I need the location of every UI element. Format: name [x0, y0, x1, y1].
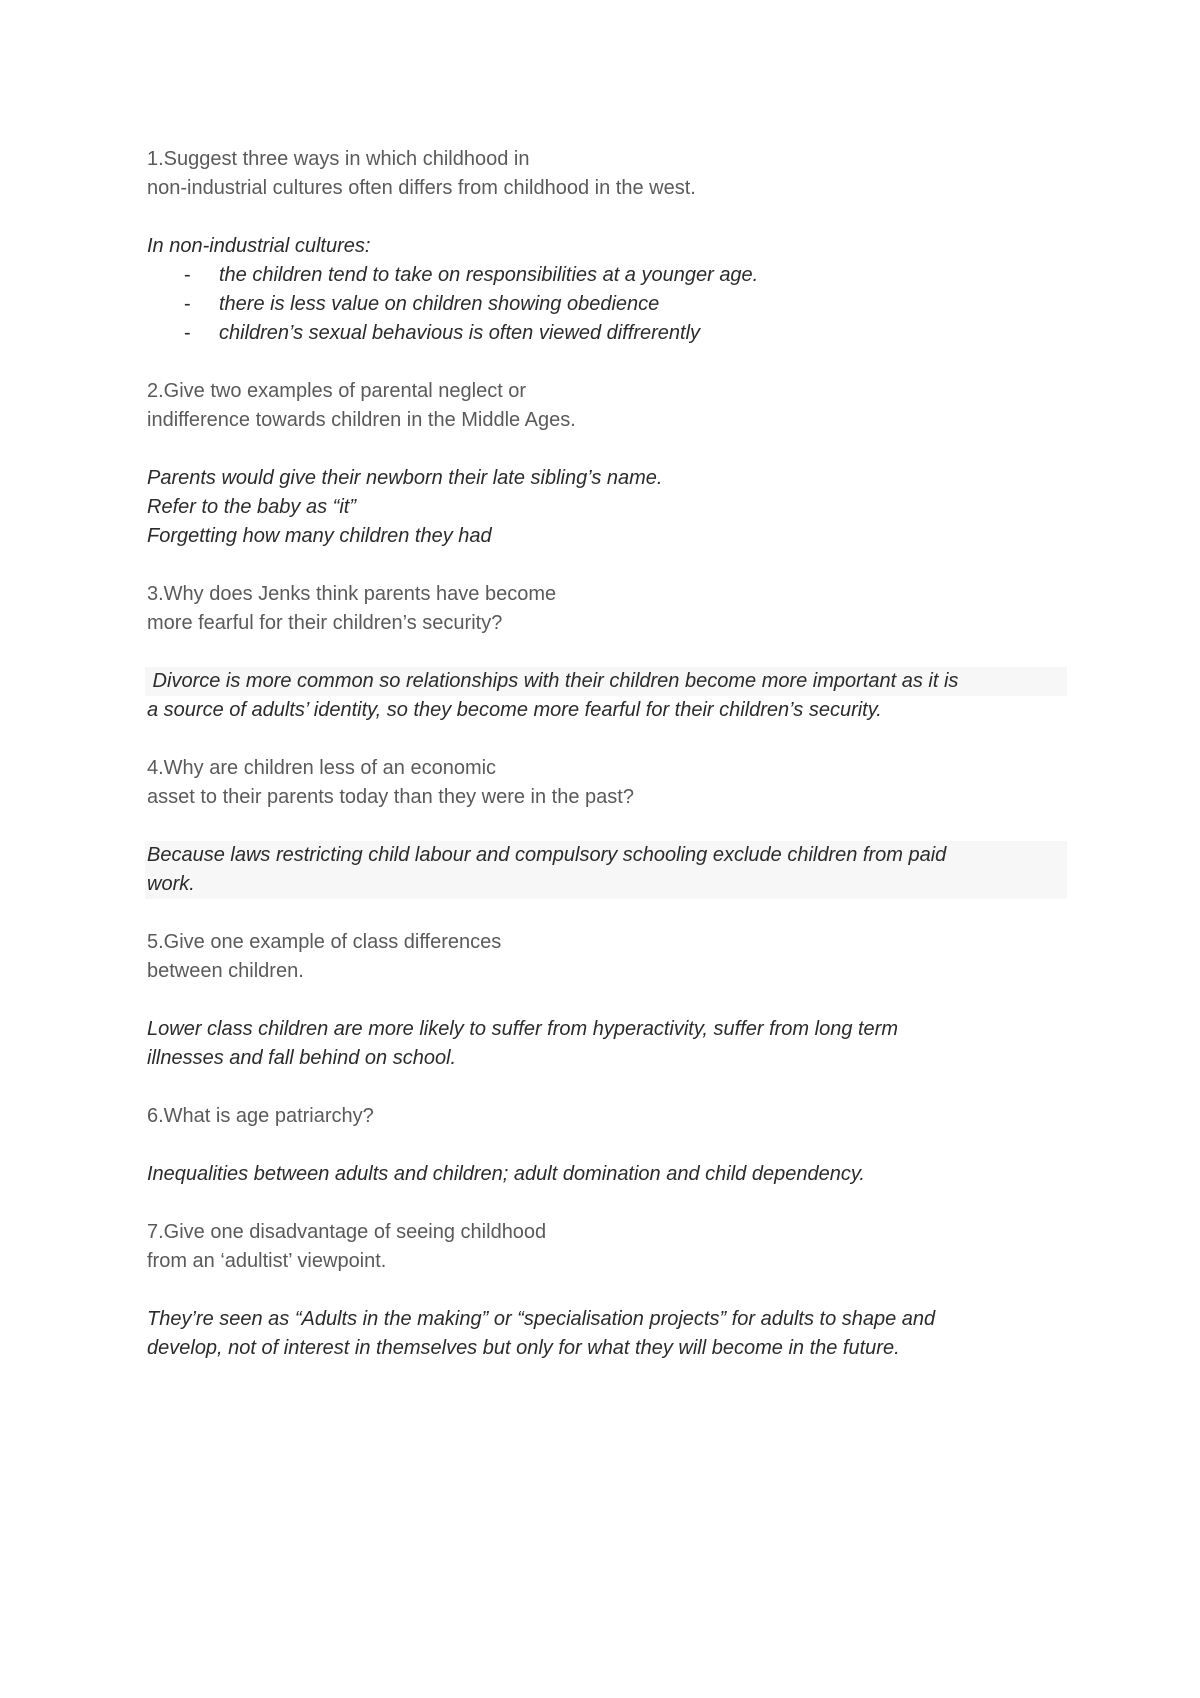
question-1: [147, 145, 1067, 203]
answer-3: [147, 667, 1067, 725]
question-text-line: between children.: [147, 960, 304, 982]
bullet-text: the children tend to take on responsibilities at a younger age.: [219, 264, 759, 286]
question-3: [147, 580, 1067, 638]
bullet-marker: -: [184, 264, 191, 286]
question-text-line: 1.Suggest three ways in which childhood in: [147, 148, 530, 170]
spacer: [147, 1073, 1067, 1102]
question-4: [147, 754, 1067, 812]
answer-text-line: They’re seen as “Adults in the making” or “specialisation projects” for adults to shape and: [147, 1308, 936, 1330]
document-body: [147, 145, 1067, 1363]
answer-4: [147, 841, 1067, 899]
spacer: [147, 348, 1067, 377]
bullet-marker: -: [184, 322, 191, 344]
question-text-line: 6.What is age patriarchy?: [147, 1105, 374, 1127]
answer-5: [147, 1015, 1067, 1073]
bullet-item: [147, 319, 1067, 348]
question-text-line: 2.Give two examples of parental neglect or: [147, 380, 527, 402]
answer-text-line: Forgetting how many children they had: [147, 525, 492, 547]
spacer: [147, 1189, 1067, 1218]
bullet-item: [147, 261, 1067, 290]
answer-2: [147, 464, 1067, 551]
answer-1: [147, 232, 1067, 348]
spacer: [147, 551, 1067, 580]
question-text-line: from an ‘adultist’ viewpoint.: [147, 1250, 387, 1272]
question-2: [147, 377, 1067, 435]
answer-text-line: Parents would give their newborn their late sibling’s name.: [147, 467, 663, 489]
answer-7: [147, 1305, 1067, 1363]
answer-text-line: Lower class children are more likely to suffer from hyperactivity, suffer from long term: [147, 1018, 898, 1040]
question-text-line: 5.Give one example of class differences: [147, 931, 502, 953]
spacer: [147, 435, 1067, 464]
answer-6: [147, 1160, 1067, 1189]
answer-text-line: illnesses and fall behind on school.: [147, 1047, 457, 1069]
spacer: [147, 203, 1067, 232]
spacer: [147, 1131, 1067, 1160]
question-text-line: 4.Why are children less of an economic: [147, 757, 497, 779]
question-text-line: indifference towards children in the Middle Ages.: [147, 409, 576, 431]
answer-intro: In non-industrial cultures:: [147, 235, 371, 257]
bullet-text: there is less value on children showing obedience: [219, 293, 660, 315]
answer-text-line: work.: [145, 870, 1067, 899]
answer-text-line: Because laws restricting child labour and compulsory schooling exclude children from paid: [145, 841, 1067, 870]
question-6: [147, 1102, 1067, 1131]
question-text-line: asset to their parents today than they were in the past?: [147, 786, 634, 808]
question-text-line: non-industrial cultures often differs from childhood in the west.: [147, 177, 696, 199]
bullet-text: children’s sexual behavious is often viewed diffrerently: [219, 322, 701, 344]
spacer: [147, 725, 1067, 754]
bullet-item: [147, 290, 1067, 319]
spacer: [147, 638, 1067, 667]
question-5: [147, 928, 1067, 986]
spacer: [147, 1276, 1067, 1305]
answer-text-line: Refer to the baby as “it”: [147, 496, 356, 518]
question-text-line: 7.Give one disadvantage of seeing childhood: [147, 1221, 547, 1243]
spacer: [147, 986, 1067, 1015]
answer-text-line: develop, not of interest in themselves but only for what they will become in the future.: [147, 1337, 900, 1359]
question-7: [147, 1218, 1067, 1276]
answer-text-line: a source of adults’ identity, so they become more fearful for their children’s security.: [147, 699, 882, 721]
answer-text-line: Inequalities between adults and children; adult domination and child dependency.: [147, 1163, 865, 1185]
question-text-line: more fearful for their children’s security?: [147, 612, 503, 634]
bullet-marker: -: [184, 293, 191, 315]
answer-text-line: Divorce is more common so relationships with their children become more important as it is: [145, 667, 1067, 696]
spacer: [147, 812, 1067, 841]
spacer: [147, 899, 1067, 928]
question-text-line: 3.Why does Jenks think parents have become: [147, 583, 557, 605]
